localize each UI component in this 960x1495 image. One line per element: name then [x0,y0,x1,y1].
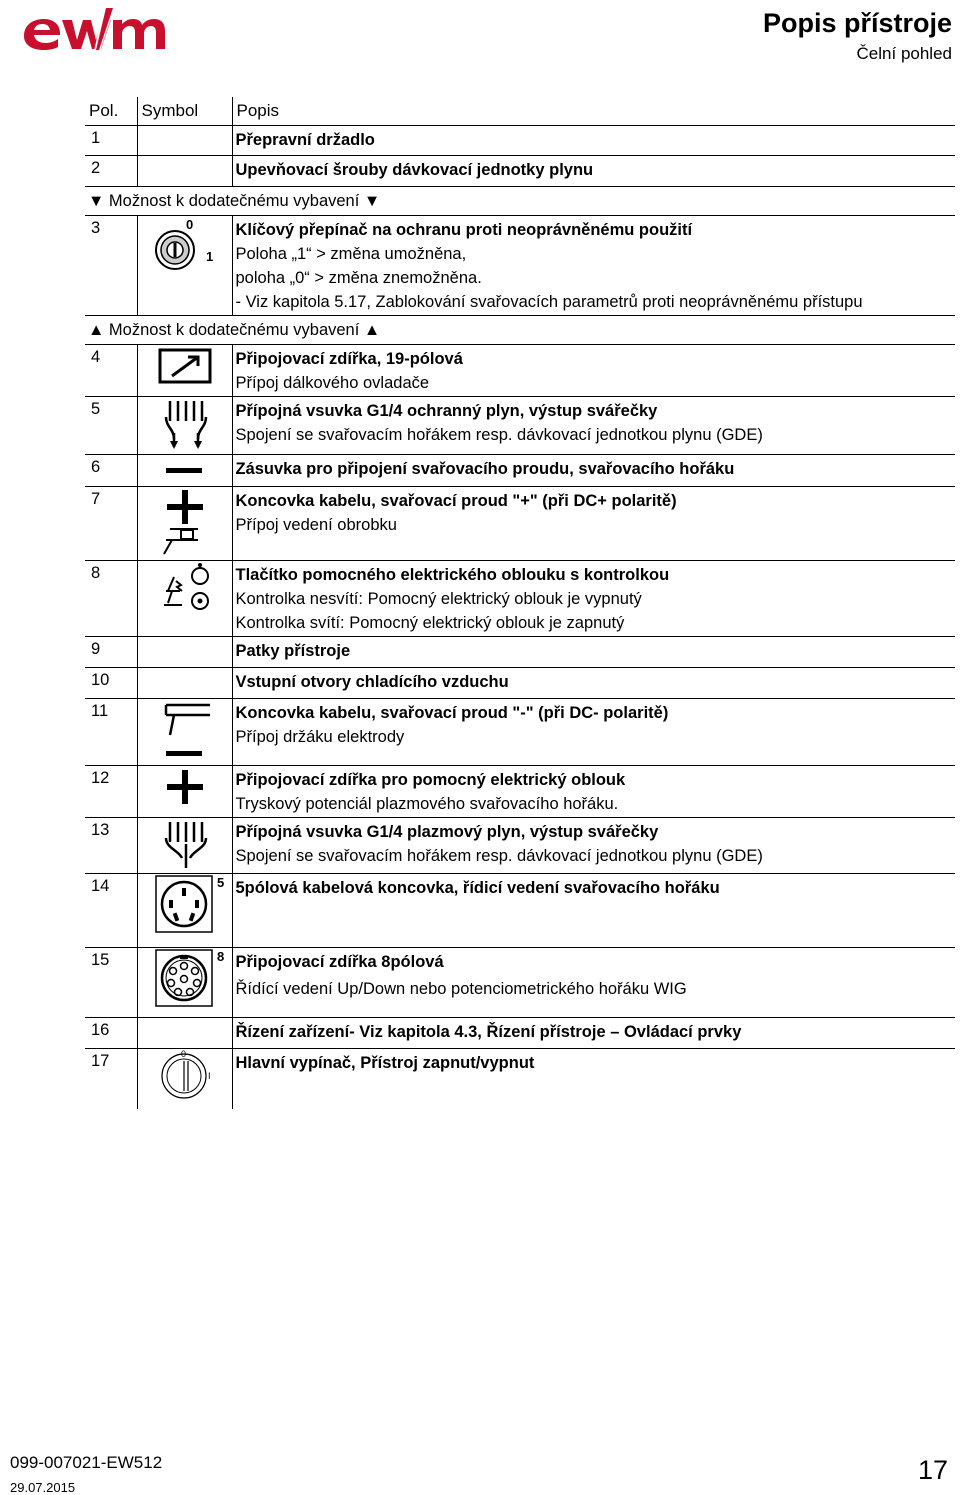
remote-control-socket-icon [138,345,233,391]
minus-icon [138,455,233,483]
column-header-pos: Pol. [85,97,137,126]
row-title: Klíčový přepínač na ochranu proti neoprávněnému použití [235,221,693,239]
document-date: 29.07.2015 [10,1480,76,1495]
row-pos: 13 [85,818,137,874]
row-desc [232,216,955,316]
row-desc [232,874,955,948]
row-desc [232,637,955,668]
row-symbol [137,1018,232,1049]
row-pos: 16 [85,1018,137,1049]
column-header-desc: Popis [232,97,955,126]
row-symbol [137,1049,232,1109]
table-header-row [85,97,955,126]
option-end-label: ▲ Možnost k dodatečnému vybavení ▲ [85,316,955,345]
row-desc [232,1049,955,1109]
row-symbol [137,487,232,561]
row-pos: 12 [85,766,137,818]
row-title: Koncovka kabelu, svařovací proud "-" (při DC- polaritě) [235,704,669,722]
row-line: poloha „0“ > změna znemožněna. [235,269,482,287]
row-title: Koncovka kabelu, svařovací proud "+" (při DC+ polaritě) [235,492,677,510]
main-switch-label-1: I [207,1071,211,1081]
eight-pole-socket-icon [138,948,233,1014]
row-title: Hlavní vypínač, Přístroj zapnut/vypnut [235,1054,535,1072]
table-row [85,668,955,699]
row-symbol [137,818,232,874]
table-row [85,561,955,637]
option-start-row [85,187,955,216]
plus-icon [138,766,233,812]
ewm-logo [22,6,167,52]
table-row [85,948,955,1018]
row-desc [232,156,955,187]
row-title: Tlačítko pomocného elektrického oblouku s kontrolkou [235,566,670,584]
row-desc [232,818,955,874]
row-line: Spojení se svařovacím hořákem resp. dávkovací jednotkou plynu (GDE) [235,847,763,865]
table-row [85,126,955,156]
row-symbol [137,455,232,487]
table-row [85,397,955,455]
socket-5-label: 5 [216,875,224,890]
row-symbol [137,397,232,455]
row-title: Přípojná vsuvka G1/4 ochranný plyn, výstup svářečky [235,402,658,420]
row-pos: 1 [85,126,137,156]
row-desc [232,397,955,455]
row-pos: 8 [85,561,137,637]
row-title: Řízení zařízení- Viz kapitola 4.3, Řízení přístroje – Ovládací prvky [235,1023,742,1041]
table-row [85,766,955,818]
row-title: Upevňovací šrouby dávkovací jednotky plynu [235,161,594,179]
row-pos: 15 [85,948,137,1018]
page-number: 17 [917,1455,948,1485]
row-line: Tryskový potenciál plazmového svařovacího hořáku. [235,795,619,813]
table-row [85,1049,955,1109]
row-desc [232,948,955,1018]
row-pos: 14 [85,874,137,948]
main-switch-label-0: 0 [180,1049,186,1059]
row-desc [232,345,955,397]
table-row [85,487,955,561]
row-line: Kontrolka nesvítí: Pomocný elektrický oblouk je vypnutý [235,590,642,608]
row-line: Přípoj dálkového ovladače [235,374,430,392]
row-symbol [137,156,232,187]
table-row [85,818,955,874]
plasma-gas-nipple-icon [138,818,233,870]
row-symbol [137,948,232,1018]
row-desc [232,699,955,766]
column-header-symbol: Symbol [137,97,232,126]
row-title: Připojovací zdířka, 19-pólová [235,350,463,368]
row-title: Patky přístroje [235,642,351,660]
row-desc [232,455,955,487]
main-switch-icon [138,1049,233,1107]
page-title: Popis přístroje [762,8,952,38]
row-desc [232,766,955,818]
key-switch-label-0: 0 [185,217,193,232]
row-title: Přípojná vsuvka G1/4 plazmový plyn, výstup svářečky [235,823,659,841]
row-symbol [137,668,232,699]
row-line: Kontrolka svítí: Pomocný elektrický oblouk je zapnutý [235,614,625,632]
row-symbol [137,699,232,766]
option-start-label: ▼ Možnost k dodatečnému vybavení ▼ [85,187,955,216]
row-symbol [137,766,232,818]
row-desc [232,668,955,699]
row-pos: 10 [85,668,137,699]
socket-8-label: 8 [216,949,224,964]
row-line: Přípoj vedení obrobku [235,516,397,534]
row-line: Řídící vedení Up/Down nebo potenciometrického hořáku WIG [235,980,687,998]
row-desc [232,561,955,637]
key-switch-icon [138,216,233,286]
row-title: Zásuvka pro připojení svařovacího proudu, svařovacího hořáku [235,460,735,478]
row-desc [232,126,955,156]
pilot-arc-button-icon [138,561,233,617]
five-pole-socket-icon [138,874,233,944]
row-pos: 7 [85,487,137,561]
row-pos: 2 [85,156,137,187]
plus-workpiece-icon [138,487,233,557]
row-title: Vstupní otvory chladícího vzduchu [235,673,509,691]
table-row [85,874,955,948]
row-symbol [137,874,232,948]
row-line: - Viz kapitola 5.17, Zablokování svařovacích parametrů proti neoprávněnému přístupu [235,293,863,311]
key-switch-label-1: 1 [205,249,213,264]
electrode-holder-minus-icon [138,699,233,763]
page-subtitle: Čelní pohled [856,44,952,63]
row-symbol [137,126,232,156]
table-row [85,637,955,668]
shielding-gas-nipple-icon [138,397,233,451]
row-symbol [137,561,232,637]
row-line: Poloha „1“ > změna umožněna, [235,245,467,263]
row-pos: 3 [85,216,137,316]
table-row [85,455,955,487]
table-row [85,156,955,187]
document-code: 099-007021-EW512 [10,1453,163,1472]
row-line: Přípoj držáku elektrody [235,728,405,746]
row-symbol [137,637,232,668]
table-row [85,216,955,316]
row-symbol [137,216,232,316]
row-title: 5pólová kabelová koncovka, řídicí vedení svařovacího hořáku [235,879,720,897]
row-title: Připojovací zdířka pro pomocný elektrický oblouk [235,771,626,789]
description-table [85,97,955,1109]
row-title: Připojovací zdířka 8pólová [235,953,444,971]
row-title: Přepravní držadlo [235,131,375,149]
table-row [85,345,955,397]
table-row [85,1018,955,1049]
row-pos: 9 [85,637,137,668]
row-line: Spojení se svařovacím hořákem resp. dávkovací jednotkou plynu (GDE) [235,426,763,444]
row-pos: 6 [85,455,137,487]
option-end-row [85,316,955,345]
table-row [85,699,955,766]
row-pos: 17 [85,1049,137,1109]
row-pos: 11 [85,699,137,766]
row-desc [232,487,955,561]
row-pos: 4 [85,345,137,397]
row-desc [232,1018,955,1049]
row-pos: 5 [85,397,137,455]
row-symbol [137,345,232,397]
